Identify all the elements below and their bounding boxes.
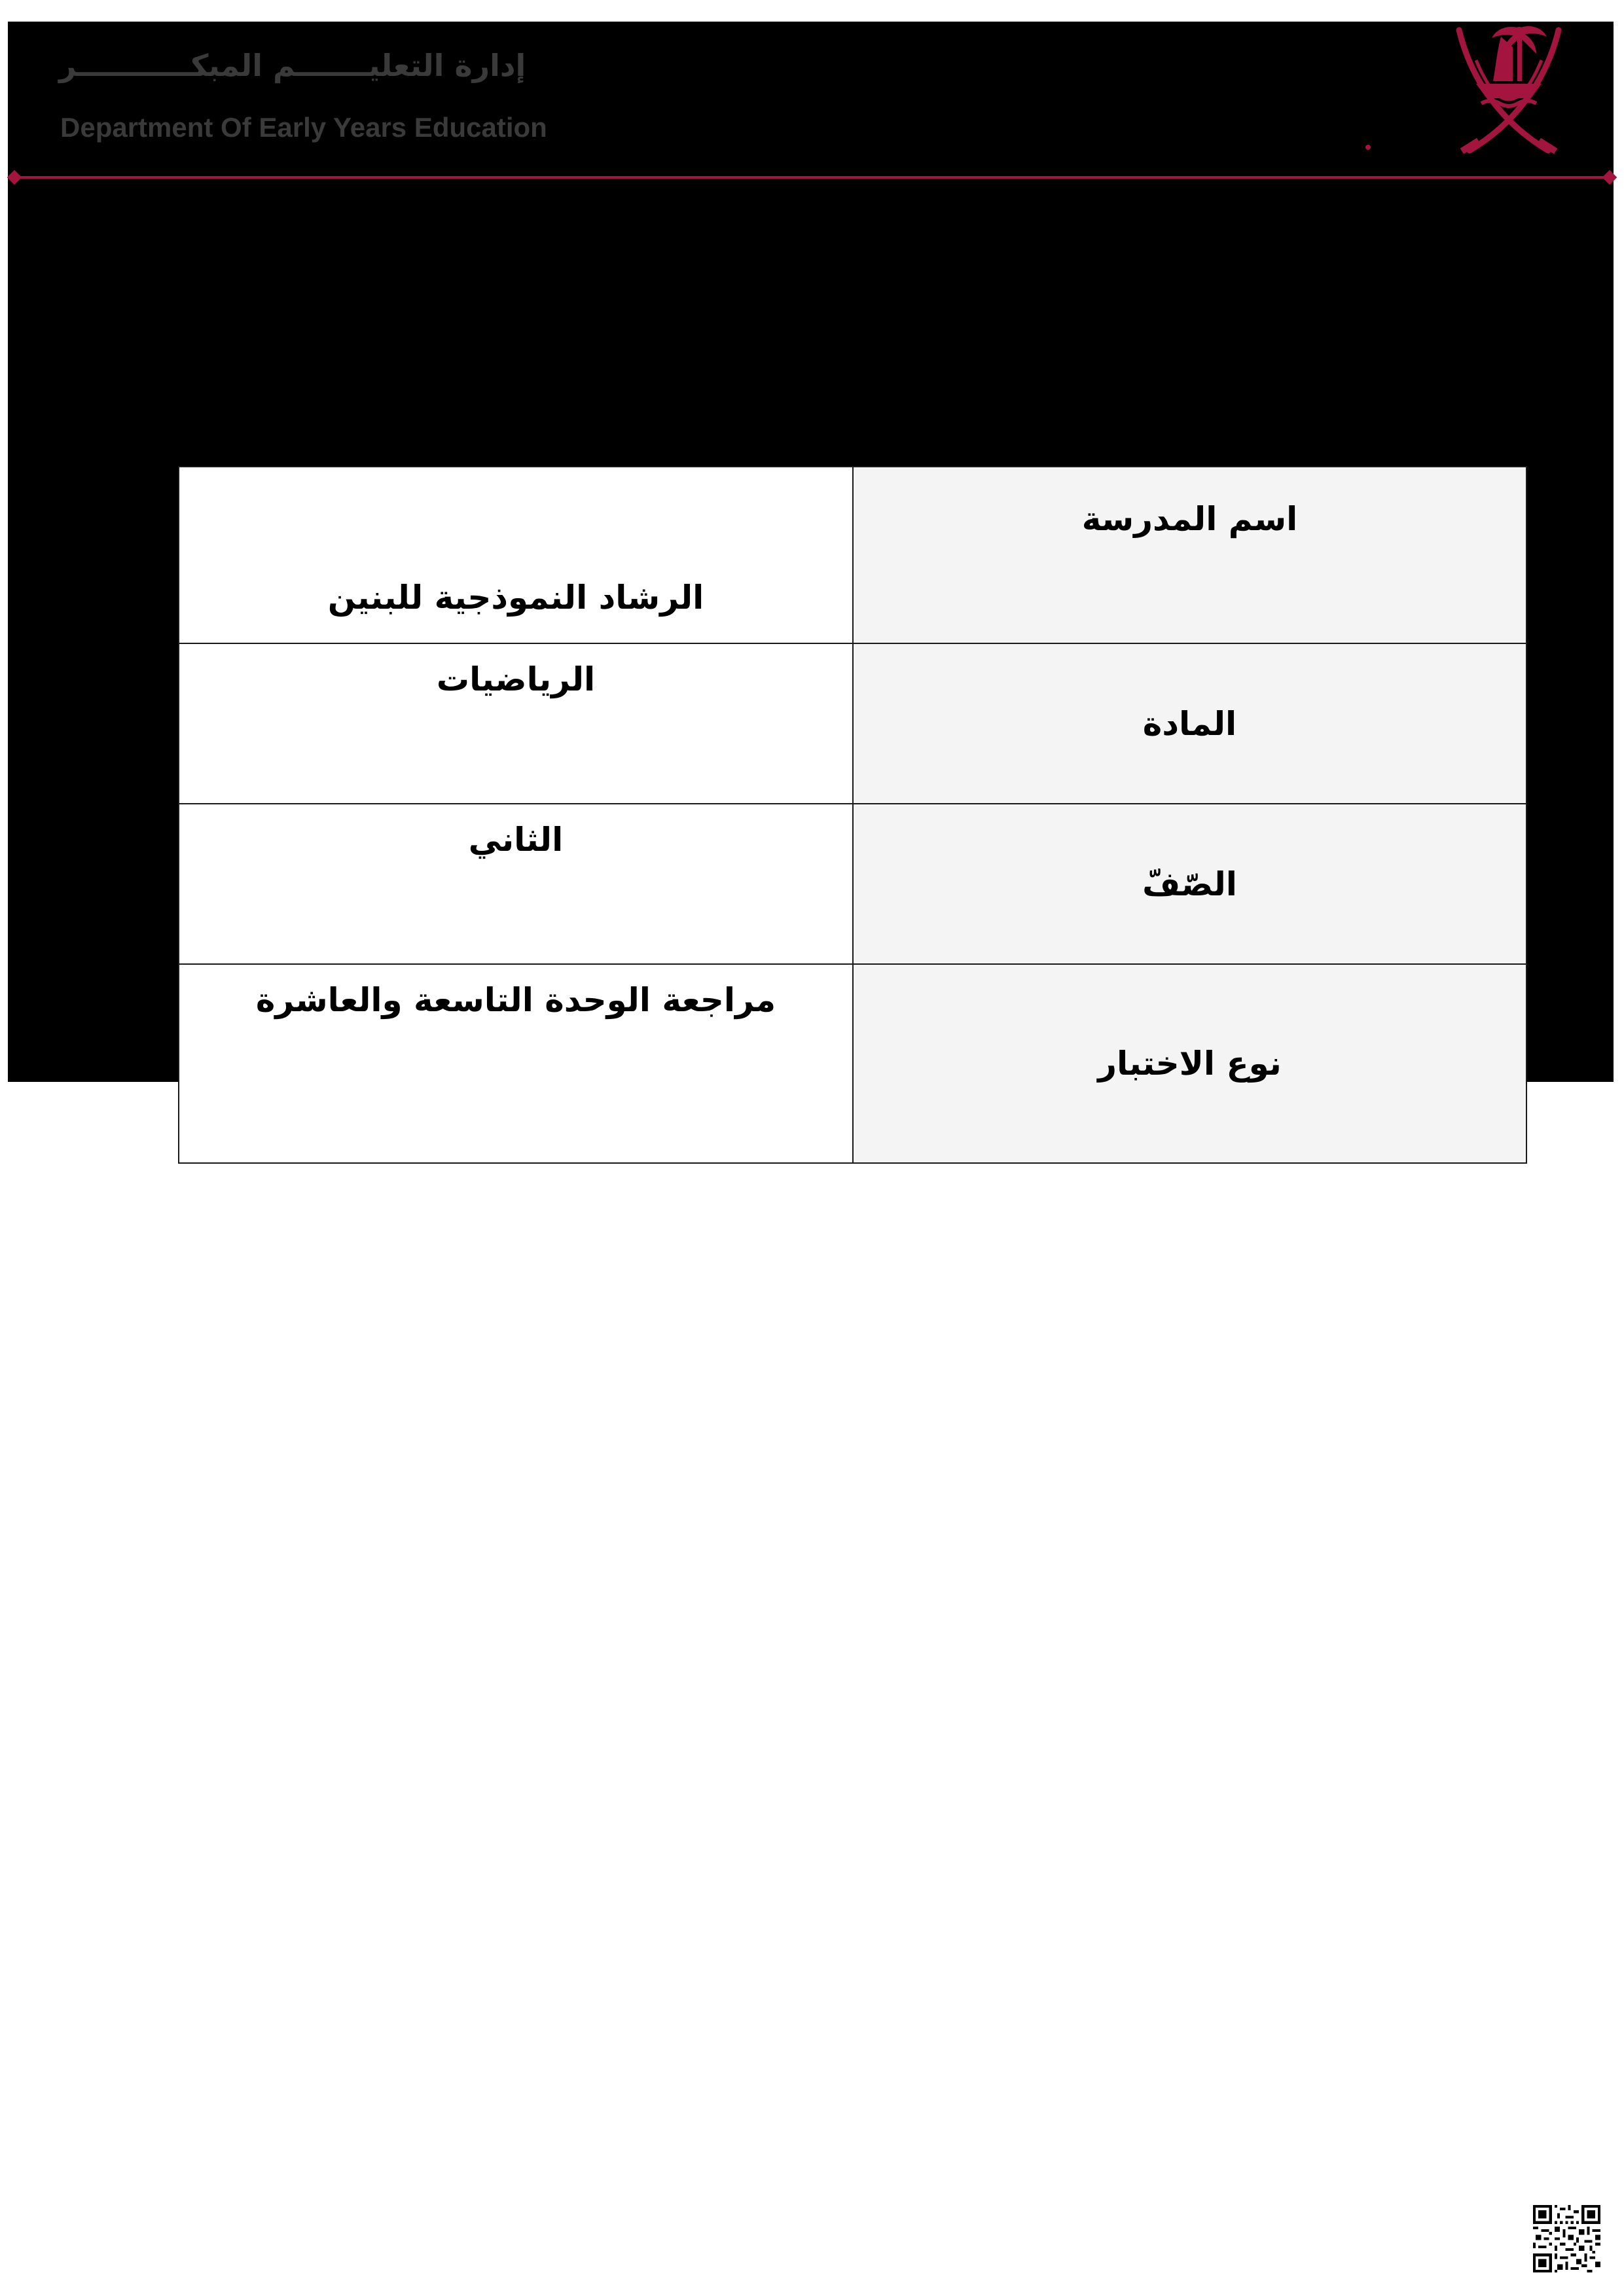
qatar-state-emblem-icon [1450, 21, 1568, 160]
department-name-english: Department Of Early Years Education [60, 112, 547, 143]
exam-type-label: نوع الاختبار [853, 964, 1526, 1163]
header-divider [13, 176, 1612, 179]
table-row [179, 964, 1526, 1163]
department-name-arabic: إدارة التعليـــــــم المبكـــــــــــر [59, 48, 526, 83]
exam-type-value: مراجعة الوحدة التاسعة والعاشرة [179, 964, 853, 1163]
table-row [179, 804, 1526, 964]
table-row [179, 467, 1526, 643]
subject-label: المادة [853, 643, 1526, 804]
grade-label: الصّفّ [853, 804, 1526, 964]
table-row [179, 643, 1526, 804]
school-name-value: الرشاد النموذجية للبنين [179, 467, 853, 643]
qr-code-icon [1533, 2205, 1600, 2272]
school-name-label: اسم المدرسة [853, 467, 1526, 643]
exam-info-table [178, 466, 1527, 1164]
decorative-dot [1365, 145, 1371, 150]
grade-value: الثاني [179, 804, 853, 964]
subject-value: الرياضيات [179, 643, 853, 804]
